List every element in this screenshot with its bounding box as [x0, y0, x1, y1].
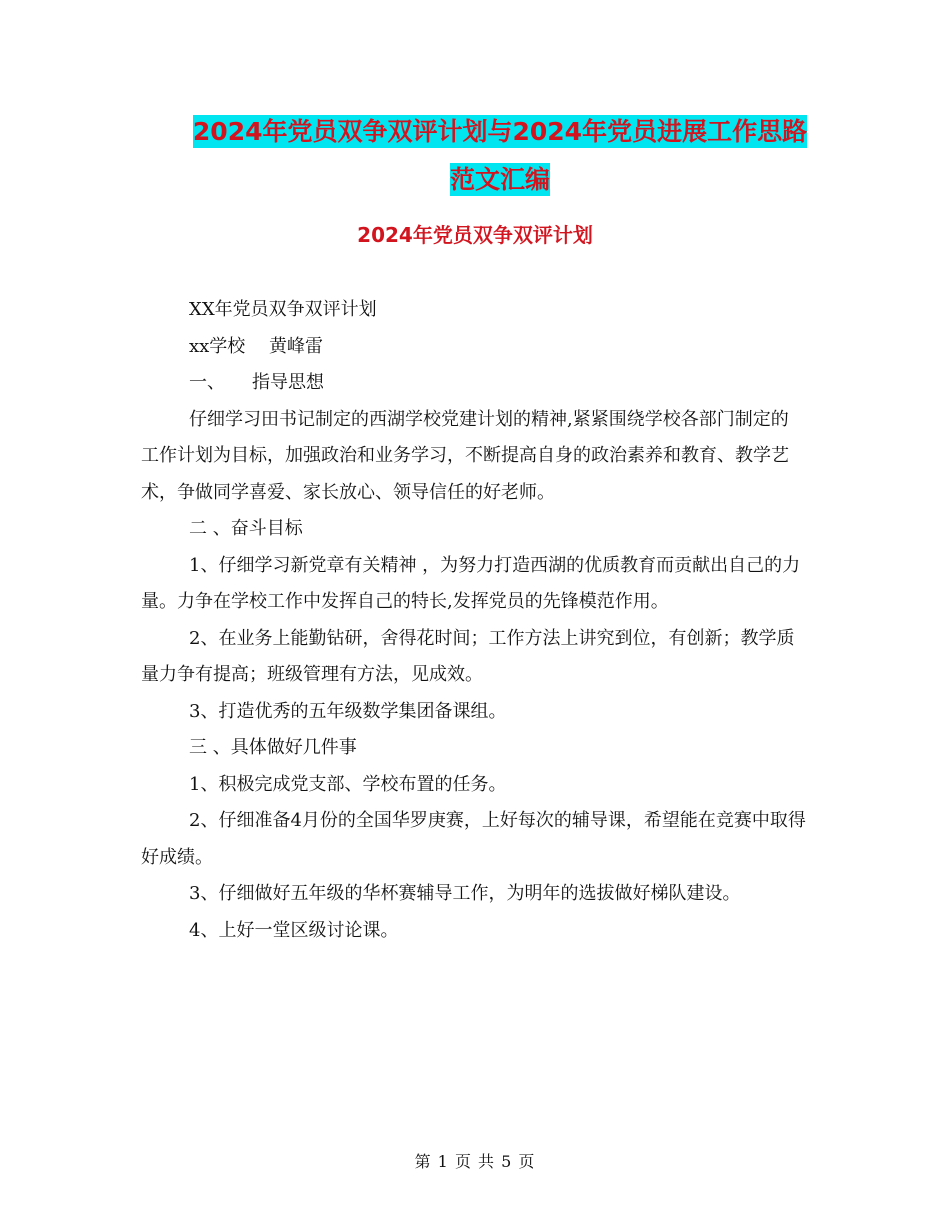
main-title-line-1: 2024年党员双争双评计划与2024年党员进展工作思路 — [192, 117, 808, 146]
paragraph: 2、仔细准备4月份的全国华罗庚赛，上好每次的辅导课，希望能在竞赛中取得好成绩。 — [141, 810, 806, 868]
paragraph: 三 、具体做好几件事 — [189, 737, 357, 758]
main-title — [140, 108, 860, 204]
paragraph: xx学校 黄峰雷 — [189, 335, 324, 357]
paragraph: 2、在业务上能勤钻研，舍得花时间；工作方法上讲究到位，有创新；教学质量力争有提高；班级管理有方法，见成效。 — [141, 627, 795, 685]
paragraph: 1、积极完成党支部、学校布置的任务。 — [189, 773, 507, 795]
paragraph: 一、 指导思想 — [189, 372, 324, 393]
paragraph: 4、上好一堂区级讨论课。 — [189, 919, 399, 941]
section-title: 2024年党员双争双评计划 — [357, 223, 593, 247]
paragraph: 二 、奋斗目标 — [189, 518, 303, 539]
paragraph: XX年党员双争双评计划 — [189, 299, 377, 320]
paragraph: 1、仔细学习新党章有关精神 ，为努力打造西湖的优质教育而贡献出自己的力量。力争在学校工作中发挥自己的特长,发挥党员的先锋模范作用。 — [141, 554, 801, 612]
document-body — [141, 292, 806, 949]
paragraph: 仔细学习田书记制定的西湖学校党建计划的精神,紧紧围绕学校各部门制定的工作计划为目标，加强政治和业务学习，不断提高自身的政治素养和教育、教学艺术，争做同学喜爱、家长放心、领导信任的好老师。 — [141, 408, 789, 503]
paragraph: 3、仔细做好五年级的华杯赛辅导工作，为明年的选拔做好梯队建设。 — [189, 883, 741, 904]
page-footer: 第 1 页 共 5 页 — [414, 1152, 536, 1171]
main-title-line-2: 范文汇编 — [449, 165, 550, 194]
paragraph: 3、打造优秀的五年级数学集团备课组。 — [189, 700, 507, 722]
